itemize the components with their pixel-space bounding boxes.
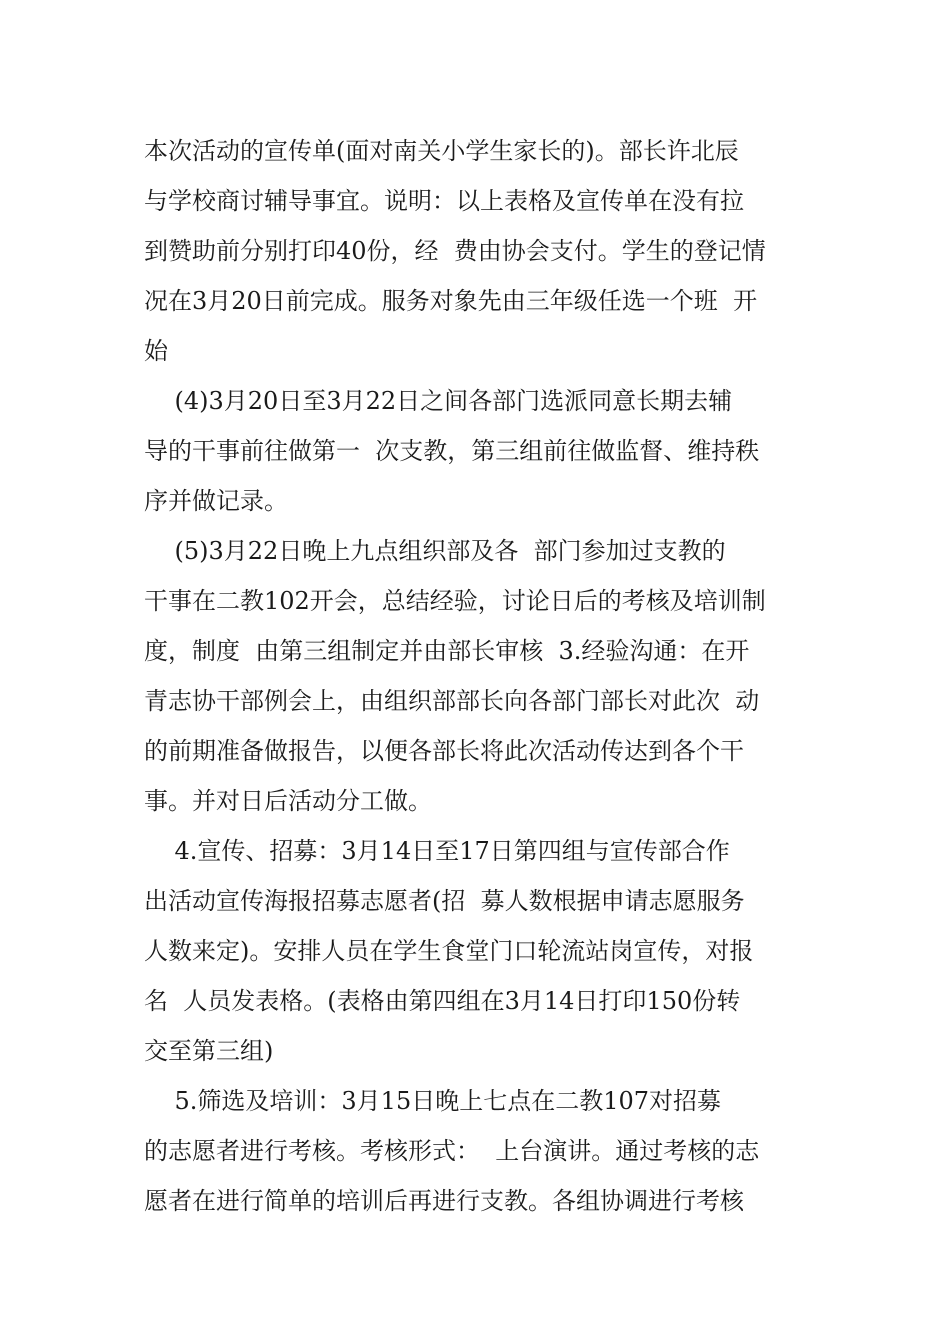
text-line: 序并做记录。 (144, 487, 288, 515)
text-line: 始 (144, 337, 168, 365)
text-line: 与学校商讨辅导事宜。说明：以上表格及宣传单在没有拉 (144, 187, 744, 215)
text-line: 愿者在进行简单的培训后再进行支教。各组协调进行考核 (144, 1187, 744, 1215)
text-line: 名 人员发表格。(表格由第四组在3月14日打印150份转 (144, 987, 741, 1015)
text-line: 到赞助前分别打印40份，经 费由协会支付。学生的登记情 (144, 237, 766, 265)
text-line: 干事在二教102开会，总结经验，讨论日后的考核及培训制 (144, 587, 766, 615)
text-line: 的志愿者进行考核。考核形式： 上台演讲。通过考核的志 (144, 1137, 760, 1165)
text-line: 青志协干部例会上，由组织部部长向各部门部长对此次 动 (144, 687, 760, 715)
text-line: 导的干事前往做第一 次支教，第三组前往做监督、维持秩 (144, 437, 760, 465)
text-line: 5.筛选及培训：3月15日晚上七点在二教107对招募 (144, 1087, 722, 1115)
text-line: (5)3月22日晚上九点组织部及各 部门参加过支教的 (144, 537, 726, 565)
text-line: 事。并对日后活动分工做。 (144, 787, 432, 815)
text-line: 的前期准备做报告，以便各部长将此次活动传达到各个干 (144, 737, 744, 765)
text-line: (4)3月20日至3月22日之间各部门选派同意长期去辅 (144, 387, 733, 415)
text-line: 4.宣传、招募：3月14日至17日第四组与宣传部合作 (144, 837, 730, 865)
text-line: 度，制度 由第三组制定并由部长审核 3.经验沟通：在开 (144, 637, 750, 665)
text-line: 人数来定)。安排人员在学生食堂门口轮流站岗宣传，对报 (144, 937, 754, 965)
text-line: 本次活动的宣传单(面对南关小学生家长的)。部长许北辰 (144, 137, 739, 165)
text-line: 况在3月20日前完成。服务对象先由三年级任选一个班 开 (144, 287, 758, 315)
text-line: 交至第三组) (144, 1037, 274, 1065)
text-line: 出活动宣传海报招募志愿者(招 募人数根据申请志愿服务 (144, 887, 745, 915)
body-text (144, 126, 814, 1226)
